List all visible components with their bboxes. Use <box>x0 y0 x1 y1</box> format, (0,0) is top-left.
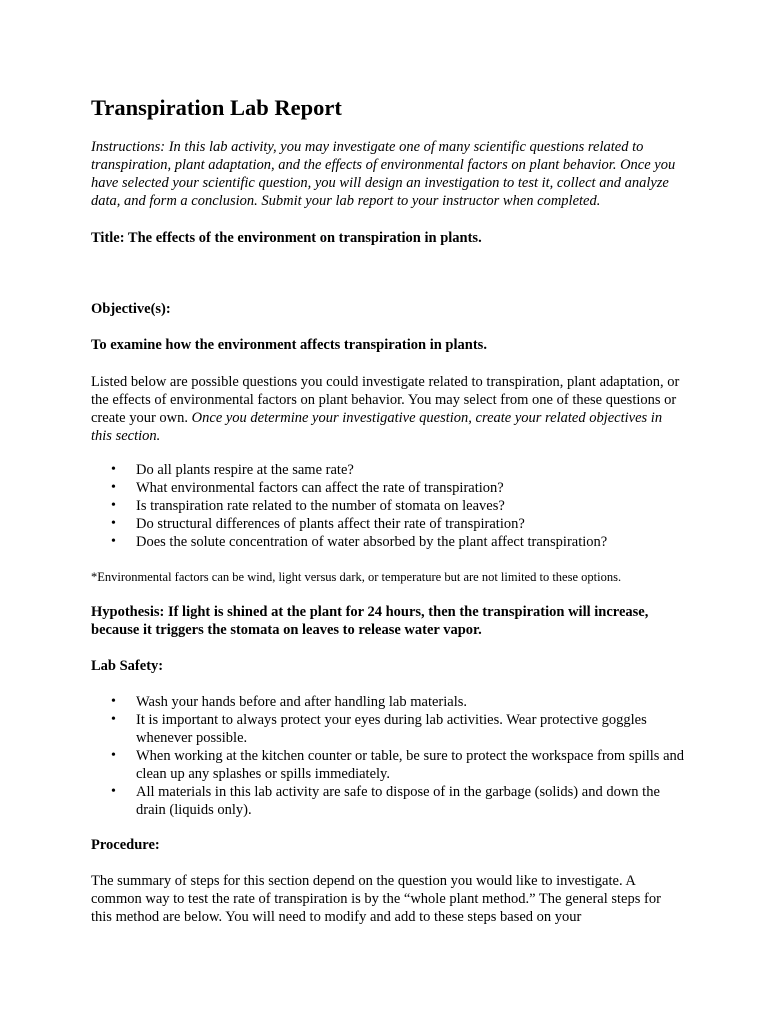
safety-list <box>91 693 691 819</box>
instructions-paragraph: Instructions: In this lab activity, you may investigate one of many scientific questions related to transpiration, plant adaptation, and the effects of environmental factors on plant behavior. Once you have selected your scientific question, you will design an investigation to test it, collect and analyze data, and form a conclusion. Submit your lab report to your instructor when completed. <box>91 139 676 209</box>
questions-intro-paragraph <box>91 373 681 445</box>
procedure-heading: Procedure: <box>91 837 160 853</box>
questions-intro-italic: Once you determine your investigative question, create your related objectives in this section. <box>91 410 663 444</box>
hypothesis: Hypothesis: If light is shined at the plant for 24 hours, then the transpiration will increase, because it triggers the stomata on leaves to release water vapor. <box>91 604 649 638</box>
list-item: • Does the solute concentration of water absorbed by the plant affect transpiration? <box>91 533 691 551</box>
objectives-heading: Objective(s): <box>91 301 171 317</box>
list-item: • Do structural differences of plants affect their rate of transpiration? <box>91 515 691 533</box>
questions-intro-text: Listed below are possible questions you could investigate related to transpiration, plant adaptation, or the effects of environmental factors on plant behavior. You may select from one of these questions or create your own. <box>91 374 680 426</box>
procedure-text: The summary of steps for this section depend on the question you would like to investigate. A common way to test the rate of transpiration is by the “whole plant method.” The general steps for this method are below. You will need to modify and add to these steps based on your <box>91 873 661 925</box>
lab-safety-heading: Lab Safety: <box>91 658 164 674</box>
list-item: • All materials in this lab activity are safe to dispose of in the garbage (solids) and down the drain (liquids only). <box>91 783 691 819</box>
list-item: • What environmental factors can affect the rate of transpiration? <box>91 479 691 497</box>
report-title: Title: The effects of the environment on transpiration in plants. <box>91 230 482 246</box>
list-item: • Wash your hands before and after handling lab materials. <box>91 693 691 711</box>
list-item: • It is important to always protect your eyes during lab activities. Wear protective goggles whenever possible. <box>91 711 691 747</box>
list-item: • When working at the kitchen counter or table, be sure to protect the workspace from spills and clean up any splashes or spills immediately. <box>91 747 691 783</box>
objective-text: To examine how the environment affects transpiration in plants. <box>91 337 487 353</box>
questions-list <box>91 461 691 551</box>
list-item: • Is transpiration rate related to the number of stomata on leaves? <box>91 497 691 515</box>
document-title: Transpiration Lab Report <box>91 95 342 120</box>
environmental-note: *Environmental factors can be wind, light versus dark, or temperature but are not limited to these options. <box>91 570 622 584</box>
list-item: • Do all plants respire at the same rate? <box>91 461 691 479</box>
